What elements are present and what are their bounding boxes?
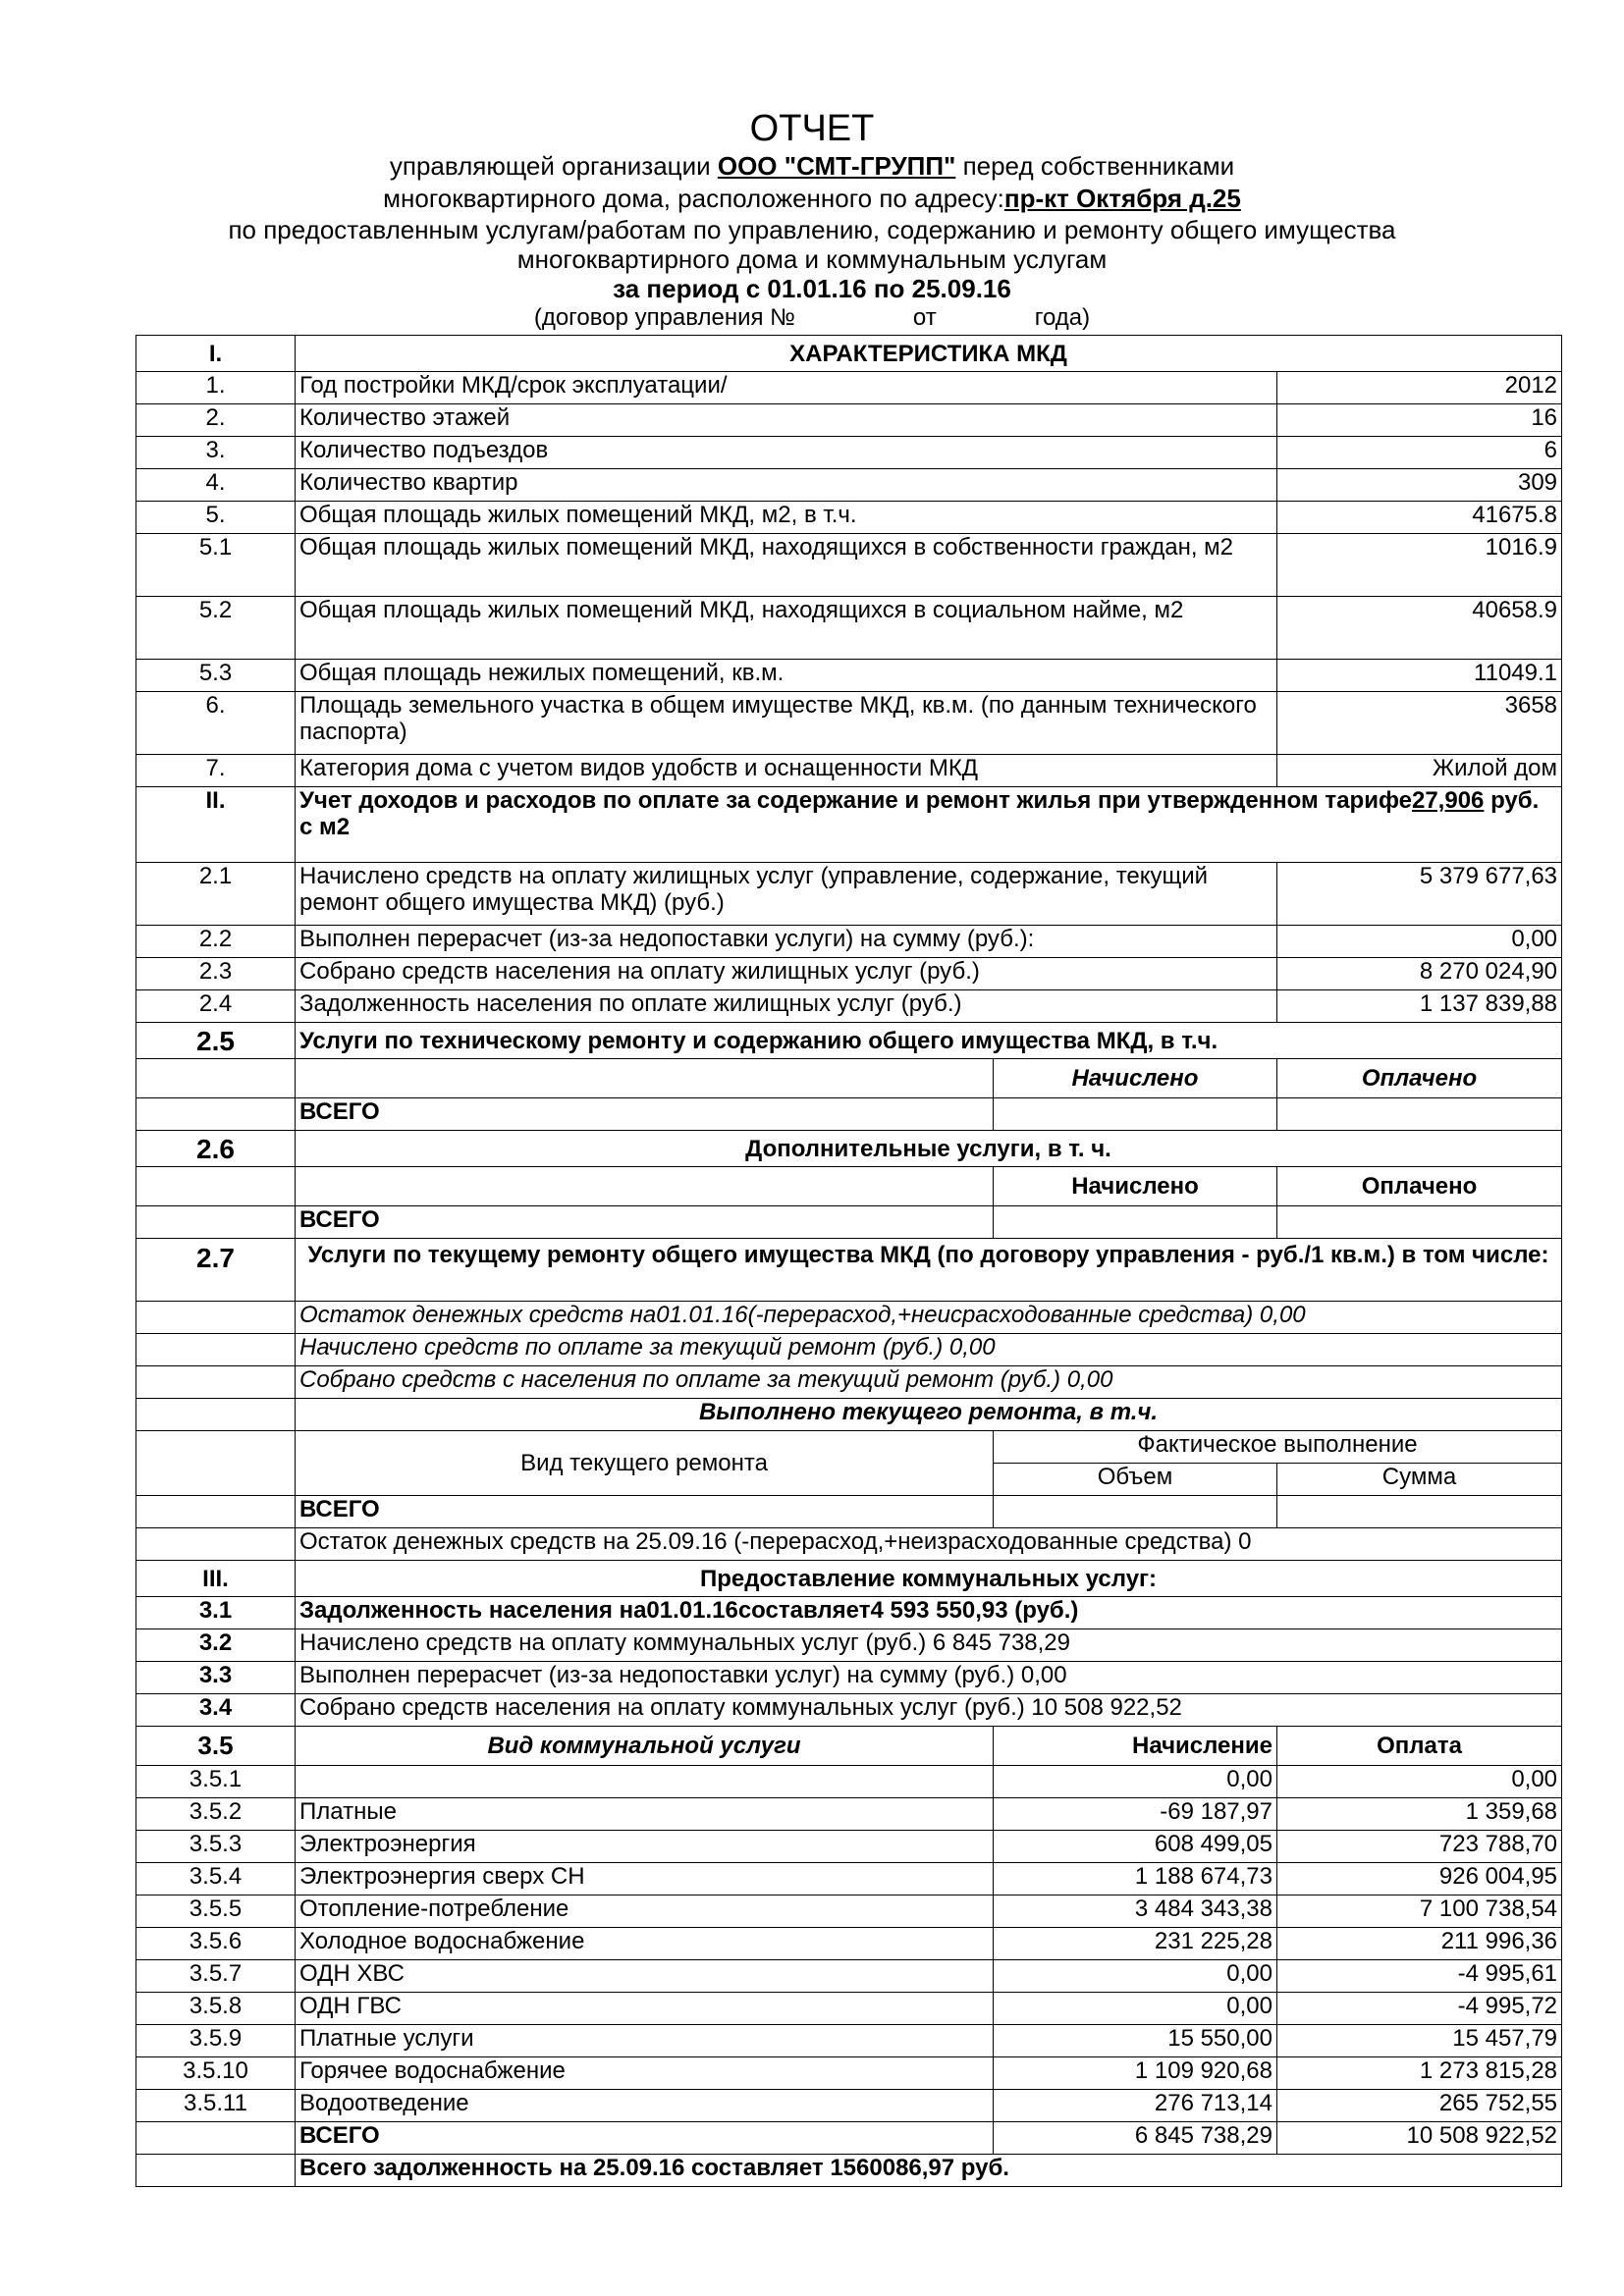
table-row [136, 990, 1562, 1023]
row-num: 2.5 [136, 1023, 296, 1059]
row-label: Количество квартир [296, 469, 1277, 502]
row-num: 3.5.6 [136, 1928, 296, 1960]
table-row [136, 660, 1562, 692]
table-row [136, 1399, 1562, 1431]
header-org-suffix: перед собственниками [962, 151, 1235, 181]
row-num: 3.5.9 [136, 2025, 296, 2057]
charged-value: 0,00 [994, 1766, 1277, 1798]
column-header: Оплачено [1277, 1059, 1562, 1098]
total-paid: 10 508 922,52 [1277, 2122, 1562, 2155]
empty-cell [136, 1366, 296, 1399]
row-label: Год постройки МКД/срок эксплуатации/ [296, 372, 1277, 404]
empty-cell [136, 1059, 296, 1098]
subsection-2-6 [136, 1131, 1562, 1167]
report-title: ОТЧЕТ [749, 108, 875, 149]
row-label: Площадь земельного участка в общем имуществе МКД, кв.м. (по данным технического паспорта) [296, 692, 1277, 755]
address: пр-кт Октября д.25 [1003, 184, 1241, 213]
empty-cell [1277, 1206, 1562, 1239]
row-value: 16 [1277, 404, 1562, 437]
table-row [136, 2155, 1562, 2187]
table-row [136, 2025, 1562, 2057]
row-value: 41675.8 [1277, 502, 1562, 534]
row-value: 6 [1277, 437, 1562, 469]
table-row [136, 1206, 1562, 1239]
table-row [136, 1431, 1562, 1464]
section-title: ХАРАКТЕРИСТИКА МКД [296, 336, 1562, 372]
row-num: 3.5.2 [136, 1798, 296, 1831]
section-title [296, 787, 1562, 863]
row-value: 2012 [1277, 372, 1562, 404]
section-title-text: Учет доходов и расходов по оплате за содержание и ремонт жилья при утвержденном тарифе [299, 787, 1412, 814]
row-num: 3.5.10 [136, 2057, 296, 2090]
empty-cell [136, 1206, 296, 1239]
paid-value: 1 359,68 [1277, 1798, 1562, 1831]
row-value: 3658 [1277, 692, 1562, 755]
table-row [136, 1629, 1562, 1662]
table-row [136, 372, 1562, 404]
empty-cell [136, 1167, 296, 1206]
row-label: Общая площадь жилых помещений МКД, находящихся в социальном найме, м2 [296, 597, 1277, 660]
row-label: Электроэнергия сверх СН [296, 1863, 994, 1896]
section-3-header [136, 1561, 1562, 1597]
charged-value: 3 484 343,38 [994, 1896, 1277, 1928]
row-label: Услуги по техническому ремонту и содержанию общего имущества МКД, в т.ч. [296, 1023, 1562, 1059]
row-value: 0,00 [1277, 926, 1562, 958]
row-value: 8 270 024,90 [1277, 958, 1562, 990]
row-label: Начислено средств на оплату коммунальных услуг (руб.) 6 845 738,29 [296, 1629, 1562, 1662]
row-label: Платные услуги [296, 2025, 994, 2057]
row-label: Общая площадь нежилых помещений, кв.м. [296, 660, 1277, 692]
row-num: 3.5.8 [136, 1993, 296, 2025]
column-header: Оплачено [1277, 1167, 1562, 1206]
section-num: II. [136, 787, 296, 863]
report-period: за период с 01.01.16 по 25.09.16 [613, 274, 1011, 303]
subsection-2-7 [136, 1239, 1562, 1302]
table-row [136, 597, 1562, 660]
row-num: 2.2 [136, 926, 296, 958]
repair-charged: Начислено средств по оплате за текущий ремонт (руб.) 0,00 [296, 1334, 1562, 1366]
column-header: Оплата [1277, 1727, 1562, 1766]
row-num: 4. [136, 469, 296, 502]
header-line-services: по предоставленным услугам/работам по управлению, содержанию и ремонту общего имущества [228, 215, 1396, 244]
table-row [136, 1098, 1562, 1131]
row-label: Выполнен перерасчет (из-за недопоставки услуги) на сумму (руб.): [296, 926, 1277, 958]
row-label [296, 1766, 994, 1798]
empty-cell [994, 1098, 1277, 1131]
table-row [136, 1766, 1562, 1798]
row-value: 11049.1 [1277, 660, 1562, 692]
volume-header: Объем [994, 1464, 1277, 1496]
column-header: Начисление [994, 1727, 1277, 1766]
row-num: 2.7 [136, 1239, 296, 1302]
empty-cell [296, 1167, 994, 1206]
table-row [136, 1334, 1562, 1366]
row-label: Начислено средств на оплату жилищных услуг (управление, содержание, текущий ремонт общего имущества МКД) (руб.) [296, 863, 1277, 926]
total-charged: 6 845 738,29 [994, 2122, 1277, 2155]
row-label: Электроэнергия [296, 1831, 994, 1863]
row-label: Услуги по текущему ремонту общего имущества МКД (по договору управления - руб./1 кв.м.) в том числе: [296, 1239, 1562, 1302]
charged-value: -69 187,97 [994, 1798, 1277, 1831]
row-num: 3.5.4 [136, 1863, 296, 1896]
row-label: Количество подъездов [296, 437, 1277, 469]
fact-header: Фактическое выполнение [994, 1431, 1562, 1464]
table-row [136, 437, 1562, 469]
charged-value: 608 499,05 [994, 1831, 1277, 1863]
row-label: Дополнительные услуги, в т. ч. [296, 1131, 1562, 1167]
header-address-prefix: многоквартирного дома, расположенного по адресу: [383, 184, 1004, 213]
row-label: Холодное водоснабжение [296, 1928, 994, 1960]
row-label: ОДН ГВС [296, 1993, 994, 2025]
row-value: 40658.9 [1277, 597, 1562, 660]
row-num: 3.5.1 [136, 1766, 296, 1798]
table-row [136, 1496, 1562, 1528]
charged-value: 0,00 [994, 1993, 1277, 2025]
subsection-2-5 [136, 1023, 1562, 1059]
row-num: 6. [136, 692, 296, 755]
total-debt: Всего задолженность на 25.09.16 составляет 1560086,97 руб. [296, 2155, 1562, 2187]
empty-cell [136, 1528, 296, 1561]
row-num: 3.2 [136, 1629, 296, 1662]
utilities-header-row [136, 1727, 1562, 1766]
repair-kind-header: Вид текущего ремонта [296, 1431, 994, 1496]
section-2-header [136, 787, 1562, 863]
empty-cell [1277, 1496, 1562, 1528]
empty-cell [136, 2155, 296, 2187]
table-row [136, 1366, 1562, 1399]
empty-cell [136, 1334, 296, 1366]
table-row [136, 755, 1562, 787]
table-row [136, 1059, 1562, 1098]
org-name: ООО "СМТ-ГРУПП" [717, 151, 956, 181]
row-label: Отопление-потребление [296, 1896, 994, 1928]
table-row [136, 1928, 1562, 1960]
table-row [136, 863, 1562, 926]
table-row [136, 2057, 1562, 2090]
tariff-value: 27,906 [1411, 787, 1485, 814]
row-num: 5.2 [136, 597, 296, 660]
paid-value: 15 457,79 [1277, 2025, 1562, 2057]
empty-cell [136, 1302, 296, 1334]
row-num: 2.4 [136, 990, 296, 1023]
table-row [136, 1167, 1562, 1206]
row-num: 3.5.11 [136, 2090, 296, 2122]
table-row [136, 2122, 1562, 2155]
header-org-prefix: управляющей организации [389, 151, 711, 181]
table-row [136, 534, 1562, 597]
table-row [136, 1993, 1562, 2025]
total-label: ВСЕГО [296, 1098, 994, 1131]
total-label: ВСЕГО [296, 1206, 994, 1239]
row-label: Задолженность населения на01.01.16составляет4 593 550,93 (руб.) [296, 1597, 1562, 1629]
row-num: 2.3 [136, 958, 296, 990]
table-row [136, 502, 1562, 534]
table-row [136, 926, 1562, 958]
paid-value: 723 788,70 [1277, 1831, 1562, 1863]
section-num: III. [136, 1561, 296, 1597]
empty-cell [1277, 1098, 1562, 1131]
table-row [136, 958, 1562, 990]
row-num: 5.1 [136, 534, 296, 597]
row-label: Задолженность населения по оплате жилищных услуг (руб.) [296, 990, 1277, 1023]
total-label: ВСЕГО [296, 1496, 994, 1528]
charged-value: 1 109 920,68 [994, 2057, 1277, 2090]
paid-value: 211 996,36 [1277, 1928, 1562, 1960]
row-num: 1. [136, 372, 296, 404]
empty-cell [136, 1496, 296, 1528]
table-row [136, 404, 1562, 437]
paid-value: 1 273 815,28 [1277, 2057, 1562, 2090]
row-label: Общая площадь жилых помещений МКД, м2, в т.ч. [296, 502, 1277, 534]
row-num: 5. [136, 502, 296, 534]
table-row [136, 1831, 1562, 1863]
empty-cell [136, 1399, 296, 1431]
charged-value: 0,00 [994, 1960, 1277, 1993]
row-num: 3.5.7 [136, 1960, 296, 1993]
row-value: 1016.9 [1277, 534, 1562, 597]
paid-value: -4 995,72 [1277, 1993, 1562, 2025]
row-label: Собрано средств населения на оплату коммунальных услуг (руб.) 10 508 922,52 [296, 1694, 1562, 1727]
sum-header: Сумма [1277, 1464, 1562, 1496]
row-label: Количество этажей [296, 404, 1277, 437]
empty-cell [136, 1431, 296, 1496]
column-header: Начислено [994, 1059, 1277, 1098]
row-label: Водоотведение [296, 2090, 994, 2122]
row-label: Платные [296, 1798, 994, 1831]
table-row [136, 1694, 1562, 1727]
repair-balance-end: Остаток денежных средств на 25.09.16 (-перерасход,+неизрасходованные средства) 0 [296, 1528, 1562, 1561]
table-row [136, 692, 1562, 755]
row-value: 5 379 677,63 [1277, 863, 1562, 926]
row-value: Жилой дом [1277, 755, 1562, 787]
table-row [136, 1960, 1562, 1993]
table-row [136, 1863, 1562, 1896]
section-title: Предоставление коммунальных услуг: [296, 1561, 1562, 1597]
row-num: 3.5.5 [136, 1896, 296, 1928]
row-num: 3.5.3 [136, 1831, 296, 1863]
empty-cell [994, 1496, 1277, 1528]
column-header: Начислено [994, 1167, 1277, 1206]
row-num: 2.6 [136, 1131, 296, 1167]
empty-cell [136, 2122, 296, 2155]
row-value: 309 [1277, 469, 1562, 502]
table-row [136, 1798, 1562, 1831]
contract-line: (договор управления № от года) [533, 304, 1091, 331]
row-num: 3.4 [136, 1694, 296, 1727]
charged-value: 276 713,14 [994, 2090, 1277, 2122]
paid-value: 0,00 [1277, 1766, 1562, 1798]
table-row [136, 1896, 1562, 1928]
row-num: 7. [136, 755, 296, 787]
row-num: 2. [136, 404, 296, 437]
empty-cell [136, 1098, 296, 1131]
header-line-address [0, 186, 1624, 211]
row-num: 3.3 [136, 1662, 296, 1694]
row-label: Общая площадь жилых помещений МКД, находящихся в собственности граждан, м2 [296, 534, 1277, 597]
charged-value: 1 188 674,73 [994, 1863, 1277, 1896]
report-table [135, 335, 1562, 2187]
charged-value: 15 550,00 [994, 2025, 1277, 2057]
table-row [136, 1597, 1562, 1629]
table-row [136, 2090, 1562, 2122]
row-num: 3.1 [136, 1597, 296, 1629]
tariff-unit: руб. с м2 [299, 787, 1540, 840]
section-1-header [136, 336, 1562, 372]
row-num: 2.1 [136, 863, 296, 926]
row-label: Собрано средств населения на оплату жилищных услуг (руб.) [296, 958, 1277, 990]
row-label: Категория дома с учетом видов удобств и оснащенности МКД [296, 755, 1277, 787]
paid-value: 926 004,95 [1277, 1863, 1562, 1896]
repair-done-heading: Выполнено текущего ремонта, в т.ч. [296, 1399, 1562, 1431]
header-line-house: многоквартирного дома и коммунальным услугам [516, 244, 1108, 274]
row-label: ОДН ХВС [296, 1960, 994, 1993]
empty-cell [296, 1059, 994, 1098]
paid-value: 7 100 738,54 [1277, 1896, 1562, 1928]
table-row [136, 1662, 1562, 1694]
empty-cell [994, 1206, 1277, 1239]
repair-balance-start: Остаток денежных средств на01.01.16(-перерасход,+неисрасходованные средства) 0,00 [296, 1302, 1562, 1334]
table-row [136, 1528, 1562, 1561]
row-label: Выполнен перерасчет (из-за недопоставки услуг) на сумму (руб.) 0,00 [296, 1662, 1562, 1694]
row-value: 1 137 839,88 [1277, 990, 1562, 1023]
row-num: 3.5 [136, 1727, 296, 1766]
charged-value: 231 225,28 [994, 1928, 1277, 1960]
header-line-org [0, 153, 1624, 179]
section-num: I. [136, 336, 296, 372]
row-label: Горячее водоснабжение [296, 2057, 994, 2090]
row-num: 5.3 [136, 660, 296, 692]
repair-collected: Собрано средств с населения по оплате за текущий ремонт (руб.) 0,00 [296, 1366, 1562, 1399]
column-header: Вид коммунальной услуги [296, 1727, 994, 1766]
table-row [136, 469, 1562, 502]
row-num: 3. [136, 437, 296, 469]
total-label: ВСЕГО [296, 2122, 994, 2155]
paid-value: 265 752,55 [1277, 2090, 1562, 2122]
table-row [136, 1302, 1562, 1334]
paid-value: -4 995,61 [1277, 1960, 1562, 1993]
